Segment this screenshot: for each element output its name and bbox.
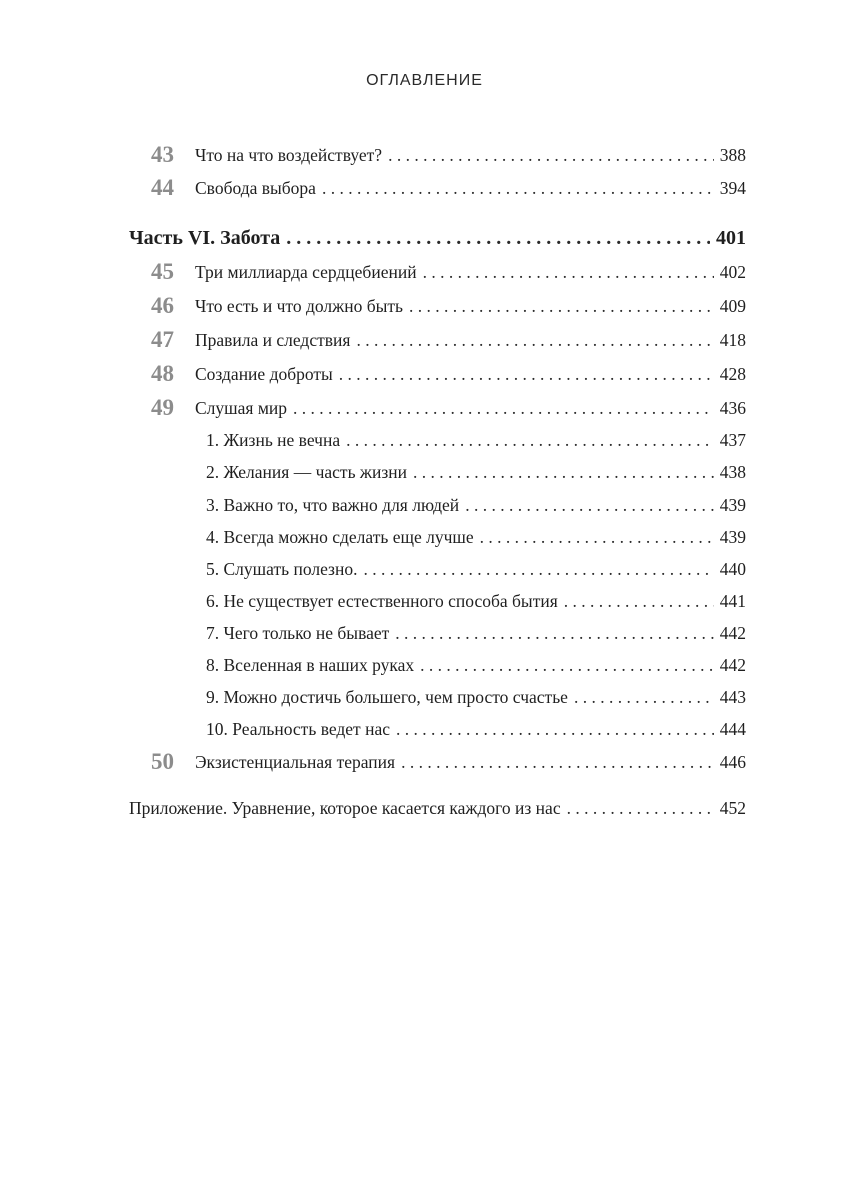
subsection-title: 8. Вселенная в наших руках	[206, 655, 415, 675]
toc-subentry-10[interactable]	[206, 718, 746, 740]
page-number: 444	[719, 719, 746, 739]
running-head: ОГЛАВЛЕНИЕ	[366, 72, 483, 89]
dot-leader	[339, 363, 714, 385]
toc-subentry-2[interactable]	[206, 461, 746, 483]
appendix-title: Приложение. Уравнение, которое касается каждого из нас	[129, 798, 561, 818]
dot-leader	[401, 751, 714, 773]
dot-leader	[322, 177, 714, 199]
chapter-title: Экзистенциальная терапия	[195, 752, 396, 772]
subsection-title: 2. Желания — часть жизни	[206, 462, 408, 482]
dot-leader	[564, 590, 714, 612]
chapter-number: 50	[151, 749, 174, 774]
page-number: 401	[716, 227, 746, 249]
page-number: 388	[719, 145, 746, 165]
dot-leader	[286, 227, 710, 249]
toc-entry-chapter-47[interactable]	[151, 327, 746, 352]
page-number: 439	[719, 527, 746, 547]
page-number: 418	[719, 330, 746, 350]
subsection-title: 6. Не существует естественного способа бытия	[206, 591, 558, 611]
subsection-title: 5. Слушать полезно.	[206, 559, 358, 579]
toc-entry-chapter-49[interactable]	[151, 395, 746, 420]
dot-leader	[574, 686, 714, 708]
dot-leader	[395, 622, 713, 644]
chapter-number: 45	[151, 259, 174, 284]
chapter-title: Что есть и что должно быть	[195, 296, 404, 316]
subsection-title: 4. Всегда можно сделать еще лучше	[206, 527, 474, 547]
toc-entry-chapter-48[interactable]	[151, 361, 746, 386]
page-number: 439	[719, 495, 746, 515]
page-number: 394	[719, 178, 746, 198]
toc-subentry-3[interactable]	[206, 494, 746, 516]
page-number: 440	[719, 559, 746, 579]
chapter-title: Слушая мир	[195, 398, 288, 418]
toc-subentry-4[interactable]	[206, 526, 746, 548]
chapter-title: Создание доброты	[195, 364, 333, 384]
dot-leader	[420, 654, 714, 676]
toc-entry-part-6[interactable]	[129, 227, 746, 249]
chapter-number: 43	[151, 142, 174, 167]
page-number: 409	[719, 296, 746, 316]
page-number: 442	[719, 623, 746, 643]
toc-entry-appendix[interactable]	[129, 797, 746, 819]
page-number: 436	[719, 398, 746, 418]
page-number: 402	[719, 262, 746, 282]
toc-entry-chapter-50[interactable]	[151, 749, 746, 774]
page-number: 441	[719, 591, 746, 611]
page-number: 437	[719, 430, 746, 450]
dot-leader	[567, 797, 714, 819]
dot-leader	[356, 329, 713, 351]
page-number: 452	[719, 798, 746, 818]
chapter-title: Что на что воздействует?	[195, 145, 383, 165]
page-number: 443	[719, 687, 746, 707]
toc-entry-chapter-46[interactable]	[151, 293, 746, 318]
dot-leader	[346, 429, 714, 451]
dot-leader	[465, 494, 714, 516]
toc-subentry-5[interactable]	[206, 558, 746, 580]
subsection-title: 9. Можно достичь большего, чем просто счастье	[206, 687, 568, 707]
subsection-title: 10. Реальность ведет нас	[206, 719, 390, 739]
chapter-number: 44	[151, 175, 174, 200]
page-number: 446	[719, 752, 746, 772]
chapter-title: Три миллиарда сердцебиений	[195, 262, 417, 282]
toc-entry-chapter-45[interactable]	[151, 259, 746, 284]
toc-entry-chapter-43[interactable]	[151, 142, 746, 167]
subsection-title: 3. Важно то, что важно для людей	[206, 495, 460, 515]
toc-subentry-1[interactable]	[206, 429, 746, 451]
page-number: 428	[719, 364, 746, 384]
dot-leader	[423, 261, 714, 283]
dot-leader	[363, 558, 713, 580]
chapter-number: 46	[151, 293, 174, 318]
subsection-title: 1. Жизнь не вечна	[206, 430, 341, 450]
dot-leader	[409, 295, 714, 317]
chapter-number: 49	[151, 395, 174, 420]
part-title: Часть VI. Забота	[129, 227, 281, 249]
dot-leader	[480, 526, 714, 548]
chapter-number: 47	[151, 327, 174, 352]
page-number: 438	[719, 462, 746, 482]
toc-subentry-7[interactable]	[206, 622, 746, 644]
toc-entry-chapter-44[interactable]	[151, 175, 746, 200]
toc-subentry-6[interactable]	[206, 590, 746, 612]
chapter-title: Свобода выбора	[195, 178, 316, 198]
toc-subentry-9[interactable]	[206, 686, 746, 708]
subsection-title: 7. Чего только не бывает	[206, 623, 390, 643]
toc-subentry-8[interactable]	[206, 654, 746, 676]
page-number: 442	[719, 655, 746, 675]
chapter-number: 48	[151, 361, 174, 386]
dot-leader	[396, 718, 714, 740]
dot-leader	[293, 397, 714, 419]
dot-leader	[413, 461, 714, 483]
dot-leader	[388, 144, 714, 166]
chapter-title: Правила и следствия	[195, 330, 351, 350]
